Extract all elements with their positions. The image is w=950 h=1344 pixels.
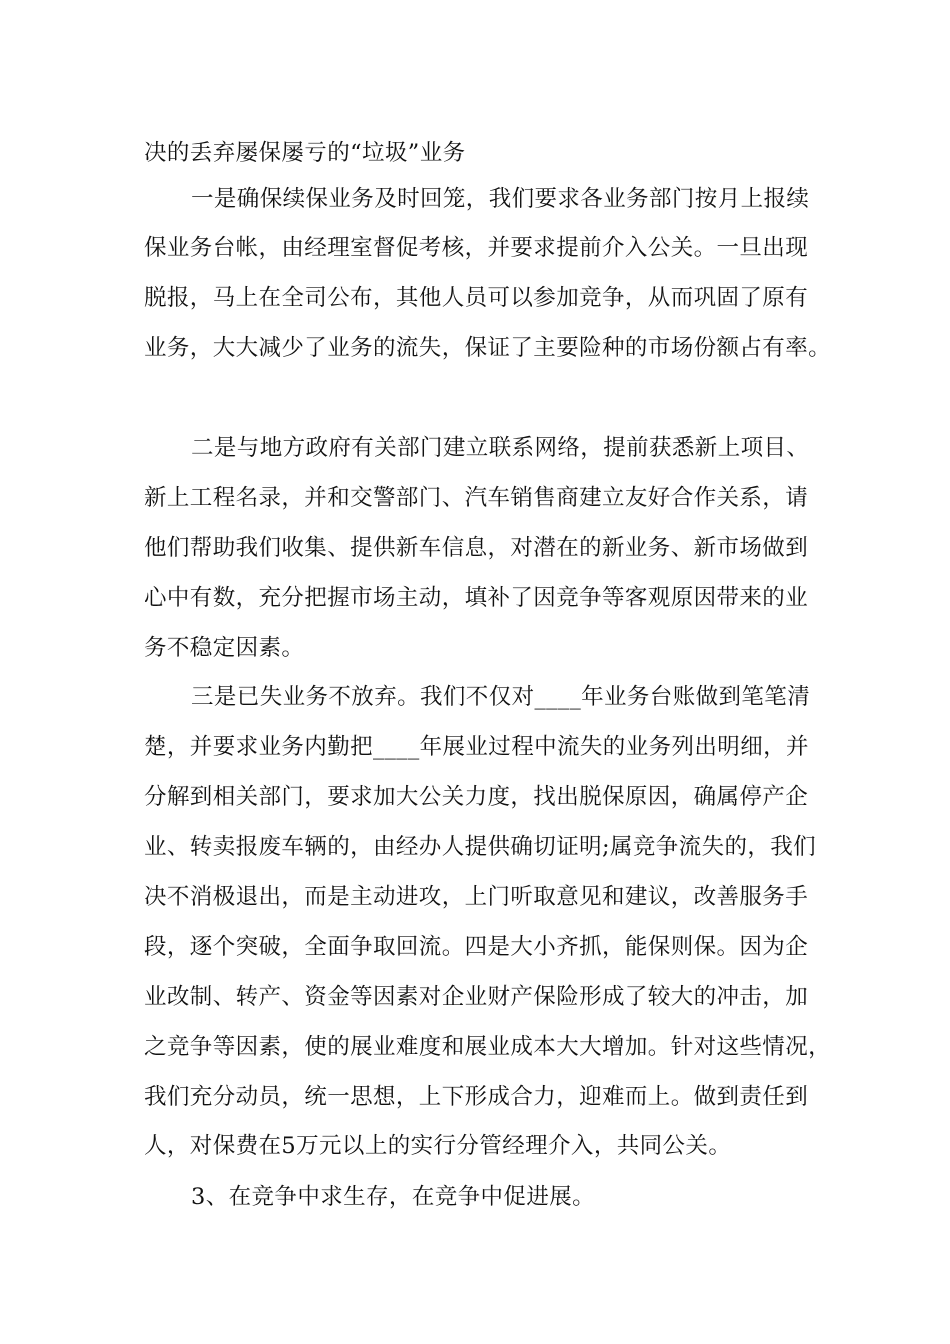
text-line: 业务，大大减少了业务的流失，保证了主要险种的市场份额占有率。 bbox=[144, 335, 832, 361]
paragraph-first-line: 三是已失业务不放弃。我们不仅对____年业务台账做到笔笔清 bbox=[191, 684, 811, 710]
text-line: 分解到相关部门，要求加大公关力度，找出脱保原因，确属停产企 bbox=[144, 784, 809, 810]
text-line: 段，逐个突破，全面争取回流。四是大小齐抓，能保则保。因为企 bbox=[144, 934, 809, 960]
paragraph-first-line: 一是确保续保业务及时回笼，我们要求各业务部门按月上报续 bbox=[191, 186, 810, 212]
text-line: 心中有数，充分把握市场主动，填补了因竞争等客观原因带来的业 bbox=[144, 585, 809, 611]
text-line: 他们帮助我们收集、提供新车信息，对潜在的新业务、新市场做到 bbox=[144, 535, 809, 561]
text-line: 保业务台帐，由经理室督促考核，并要求提前介入公关。一旦出现 bbox=[144, 235, 809, 261]
text-line: 人，对保费在5万元以上的实行分管经理介入，共同公关。 bbox=[144, 1133, 732, 1159]
text-line: 决的丢弃屡保屡亏的“垃圾”业务 bbox=[144, 140, 466, 166]
text-line: 楚，并要求业务内勤把____年展业过程中流失的业务列出明细，并 bbox=[144, 734, 809, 760]
text-line: 业、转卖报废车辆的，由经办人提供确切证明;属竞争流失的，我们 bbox=[144, 834, 817, 860]
text-line: 我们充分动员，统一思想，上下形成合力，迎难而上。做到责任到 bbox=[144, 1084, 809, 1110]
text-line: 脱报，马上在全司公布，其他人员可以参加竞争，从而巩固了原有 bbox=[144, 285, 809, 311]
paragraph-first-line: 二是与地方政府有关部门建立联系网络，提前获悉新上项目、 bbox=[191, 435, 810, 461]
text-line: 新上工程名录，并和交警部门、汽车销售商建立友好合作关系，请 bbox=[144, 485, 809, 511]
text-line: 决不消极退出，而是主动进攻，上门听取意见和建议，改善服务手 bbox=[144, 884, 809, 910]
text-line: 务不稳定因素。 bbox=[144, 635, 305, 661]
section-heading: 3、在竞争中求生存，在竞争中促进展。 bbox=[191, 1184, 596, 1210]
text-line: 之竞争等因素，使的展业难度和展业成本大大增加。针对这些情况， bbox=[144, 1034, 832, 1060]
text-line: 业改制、转产、资金等因素对企业财产保险形成了较大的冲击，加 bbox=[144, 984, 809, 1010]
